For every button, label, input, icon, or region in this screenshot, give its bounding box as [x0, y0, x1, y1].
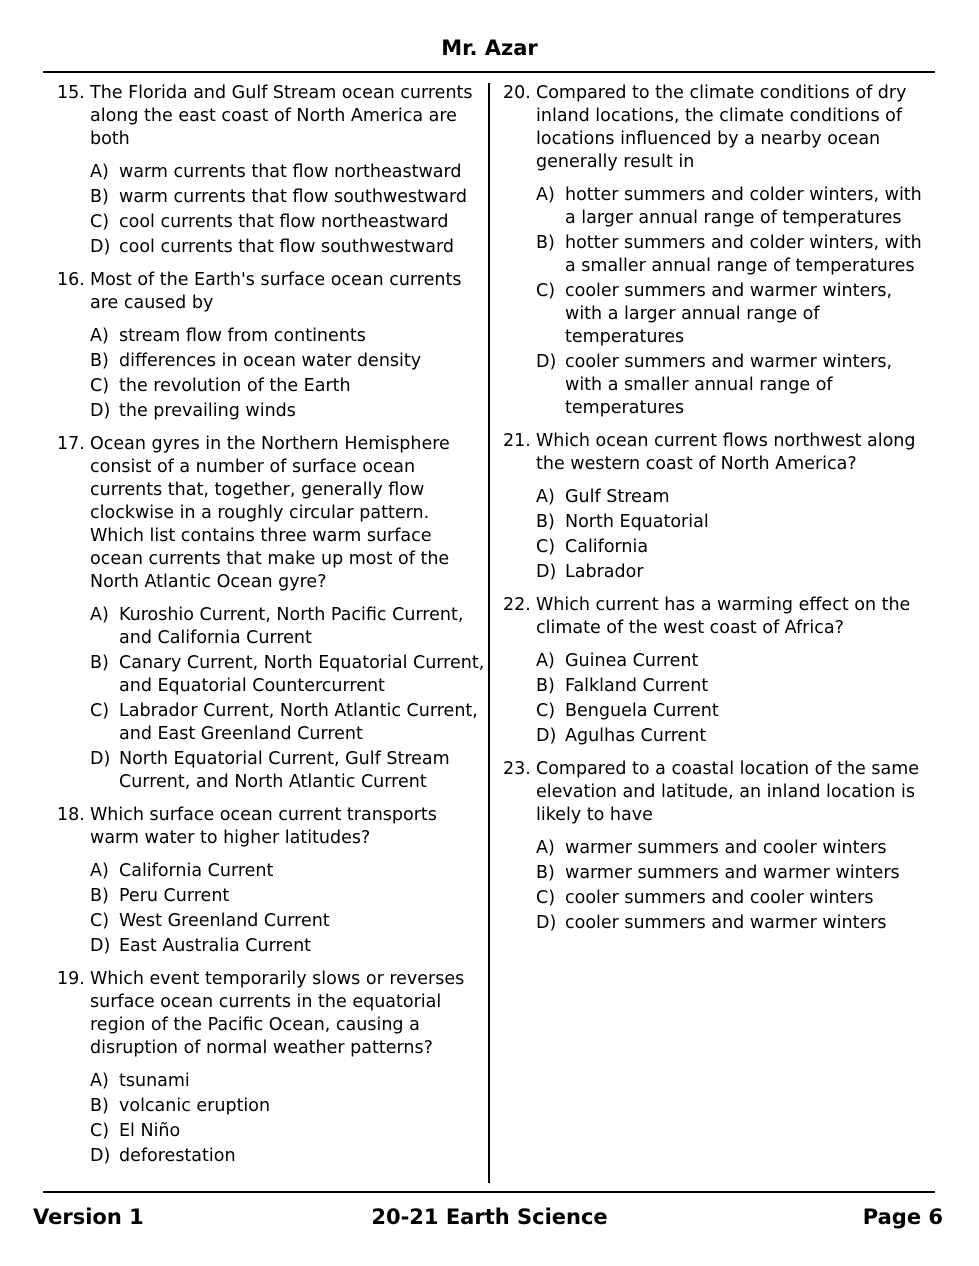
choice-text: Gulf Stream	[565, 487, 670, 507]
answer-choice	[90, 885, 487, 908]
answer-choice	[536, 232, 928, 278]
answer-choice	[536, 511, 928, 534]
answer-choices	[90, 860, 487, 958]
question-stem: Which surface ocean current transports warm water to higher latitudes?	[90, 805, 437, 848]
choice-text: tsunami	[119, 1071, 190, 1091]
choice-text: the prevailing winds	[119, 401, 296, 421]
choice-letter: B)	[90, 653, 109, 673]
question-stem: Which ocean current flows northwest along the western coast of North America?	[536, 431, 916, 474]
question-number: 17.	[57, 434, 85, 454]
choice-text: Benguela Current	[565, 701, 719, 721]
answer-choice	[90, 748, 487, 794]
question-stem: Which event temporarily slows or reverses surface ocean currents in the equatorial region of the Pacific Ocean, causing a disruption of normal weather patterns?	[90, 969, 465, 1058]
answer-choice	[90, 1070, 487, 1093]
question-16	[57, 269, 487, 423]
choice-text: El Niño	[119, 1121, 181, 1141]
choice-text: differences in ocean water density	[119, 351, 422, 371]
question-number: 15.	[57, 83, 85, 103]
answer-choices	[536, 837, 928, 935]
answer-choice	[90, 1095, 487, 1118]
question-23	[503, 758, 928, 935]
choice-text: Canary Current, North Equatorial Current, and Equatorial Countercurrent	[119, 653, 485, 696]
question-17	[57, 433, 487, 794]
choice-text: Agulhas Current	[565, 726, 707, 746]
right-column	[503, 82, 928, 945]
answer-choice	[90, 211, 487, 234]
choice-text: the revolution of the Earth	[119, 376, 351, 396]
choice-text: cooler summers and warmer winters	[565, 913, 887, 933]
question-stem: Compared to the climate conditions of dry inland locations, the climate conditions of locations influenced by a nearby ocean generally result in	[536, 83, 907, 172]
choice-text: cooler summers and warmer winters, with a smaller annual range of temperatures	[565, 352, 893, 418]
answer-choices	[90, 604, 487, 794]
choice-text: cool currents that flow southwestward	[119, 237, 454, 257]
answer-choice	[536, 184, 928, 230]
choice-letter: D)	[536, 352, 557, 372]
choice-letter: C)	[536, 281, 556, 301]
choice-letter: A)	[90, 605, 109, 625]
question-18	[57, 804, 487, 958]
choice-letter: B)	[536, 512, 555, 532]
footer-rule	[43, 1191, 935, 1193]
answer-choice	[536, 887, 928, 910]
answer-choice	[90, 325, 487, 348]
answer-choice	[536, 912, 928, 935]
column-divider	[488, 83, 490, 1183]
footer-course: 20-21 Earth Science	[371, 1205, 608, 1229]
answer-choice	[536, 536, 928, 559]
choice-letter: A)	[90, 162, 109, 182]
choice-text: cool currents that flow northeastward	[119, 212, 449, 232]
choice-text: hotter summers and colder winters, with a smaller annual range of temperatures	[565, 233, 922, 276]
answer-choice	[90, 350, 487, 373]
choice-text: Guinea Current	[565, 651, 699, 671]
choice-text: cooler summers and warmer winters, with a larger annual range of temperatures	[565, 281, 893, 347]
answer-choice	[90, 400, 487, 423]
choice-text: volcanic eruption	[119, 1096, 271, 1116]
question-21	[503, 430, 928, 584]
choice-text: stream flow from continents	[119, 326, 366, 346]
choice-letter: A)	[90, 326, 109, 346]
choice-letter: A)	[536, 185, 555, 205]
choice-letter: A)	[90, 861, 109, 881]
answer-choice	[536, 561, 928, 584]
answer-choices	[90, 1070, 487, 1168]
choice-text: Kuroshio Current, North Pacific Current, and California Current	[119, 605, 464, 648]
choice-letter: C)	[536, 888, 556, 908]
choice-letter: B)	[536, 233, 555, 253]
choice-letter: B)	[90, 886, 109, 906]
footer-version: Version 1	[33, 1205, 144, 1229]
question-stem: Compared to a coastal location of the same elevation and latitude, an inland location is likely to have	[536, 759, 920, 825]
header-rule	[43, 71, 935, 73]
answer-choice	[90, 700, 487, 746]
answer-choice	[90, 1120, 487, 1143]
choice-letter: B)	[90, 187, 109, 207]
answer-choice	[90, 1145, 487, 1168]
question-number: 20.	[503, 83, 531, 103]
choice-letter: C)	[90, 701, 110, 721]
choice-letter: C)	[90, 376, 110, 396]
question-20	[503, 82, 928, 420]
question-number: 19.	[57, 969, 85, 989]
answer-choice	[536, 280, 928, 349]
choice-text: deforestation	[119, 1146, 236, 1166]
question-19	[57, 968, 487, 1168]
choice-letter: A)	[90, 1071, 109, 1091]
choice-letter: D)	[90, 936, 111, 956]
choice-text: Peru Current	[119, 886, 230, 906]
choice-letter: C)	[536, 537, 556, 557]
question-stem: The Florida and Gulf Stream ocean currents along the east coast of North America are both	[90, 83, 473, 149]
choice-text: North Equatorial Current, Gulf Stream Current, and North Atlantic Current	[119, 749, 450, 792]
answer-choice	[536, 862, 928, 885]
answer-choice	[536, 725, 928, 748]
choice-text: warm currents that flow southwestward	[119, 187, 468, 207]
answer-choice	[90, 236, 487, 259]
choice-text: Falkland Current	[565, 676, 709, 696]
answer-choice	[90, 652, 487, 698]
answer-choice	[536, 650, 928, 673]
choice-text: warm currents that flow northeastward	[119, 162, 462, 182]
answer-choice	[536, 486, 928, 509]
choice-letter: D)	[90, 237, 111, 257]
footer-page-number: Page 6	[862, 1205, 943, 1229]
choice-letter: D)	[536, 913, 557, 933]
answer-choice	[90, 910, 487, 933]
answer-choices	[536, 650, 928, 748]
question-15	[57, 82, 487, 259]
page-header-title: Mr. Azar	[441, 36, 538, 60]
choice-text: East Australia Current	[119, 936, 312, 956]
question-22	[503, 594, 928, 748]
choice-letter: D)	[90, 749, 111, 769]
choice-text: cooler summers and cooler winters	[565, 888, 874, 908]
answer-choice	[90, 375, 487, 398]
choice-letter: C)	[536, 701, 556, 721]
choice-letter: B)	[536, 863, 555, 883]
answer-choice	[536, 351, 928, 420]
answer-choice	[536, 675, 928, 698]
choice-letter: D)	[90, 1146, 111, 1166]
answer-choice	[536, 700, 928, 723]
choice-letter: D)	[536, 562, 557, 582]
question-number: 22.	[503, 595, 531, 615]
choice-letter: D)	[536, 726, 557, 746]
choice-text: Labrador Current, North Atlantic Current, and East Greenland Current	[119, 701, 478, 744]
choice-text: West Greenland Current	[119, 911, 330, 931]
question-stem: Most of the Earth's surface ocean currents are caused by	[90, 270, 462, 313]
answer-choice	[536, 837, 928, 860]
question-number: 18.	[57, 805, 85, 825]
choice-text: warmer summers and cooler winters	[565, 838, 887, 858]
choice-letter: C)	[90, 212, 110, 232]
choice-letter: B)	[90, 1096, 109, 1116]
choice-text: California	[565, 537, 649, 557]
answer-choice	[90, 604, 487, 650]
choice-letter: B)	[536, 676, 555, 696]
answer-choice	[90, 186, 487, 209]
choice-letter: A)	[536, 651, 555, 671]
choice-letter: C)	[90, 1121, 110, 1141]
choice-text: Labrador	[565, 562, 644, 582]
question-stem: Which current has a warming effect on the climate of the west coast of Africa?	[536, 595, 911, 638]
choice-letter: B)	[90, 351, 109, 371]
question-number: 23.	[503, 759, 531, 779]
answer-choices	[90, 161, 487, 259]
choice-text: hotter summers and colder winters, with a larger annual range of temperatures	[565, 185, 922, 228]
answer-choices	[536, 486, 928, 584]
left-column	[57, 82, 487, 1178]
question-number: 16.	[57, 270, 85, 290]
choice-text: warmer summers and warmer winters	[565, 863, 900, 883]
choice-letter: C)	[90, 911, 110, 931]
question-stem: Ocean gyres in the Northern Hemisphere consist of a number of surface ocean currents that, together, generally flow clockwise in a roughly circular pattern. Which list contains three warm surface ocean currents that make up most of the North Atlantic Ocean gyre?	[90, 434, 450, 592]
choice-text: North Equatorial	[565, 512, 709, 532]
choice-letter: A)	[536, 487, 555, 507]
choice-text: California Current	[119, 861, 274, 881]
answer-choice	[90, 860, 487, 883]
choice-letter: A)	[536, 838, 555, 858]
answer-choice	[90, 935, 487, 958]
question-number: 21.	[503, 431, 531, 451]
answer-choices	[90, 325, 487, 423]
answer-choice	[90, 161, 487, 184]
choice-letter: D)	[90, 401, 111, 421]
answer-choices	[536, 184, 928, 420]
